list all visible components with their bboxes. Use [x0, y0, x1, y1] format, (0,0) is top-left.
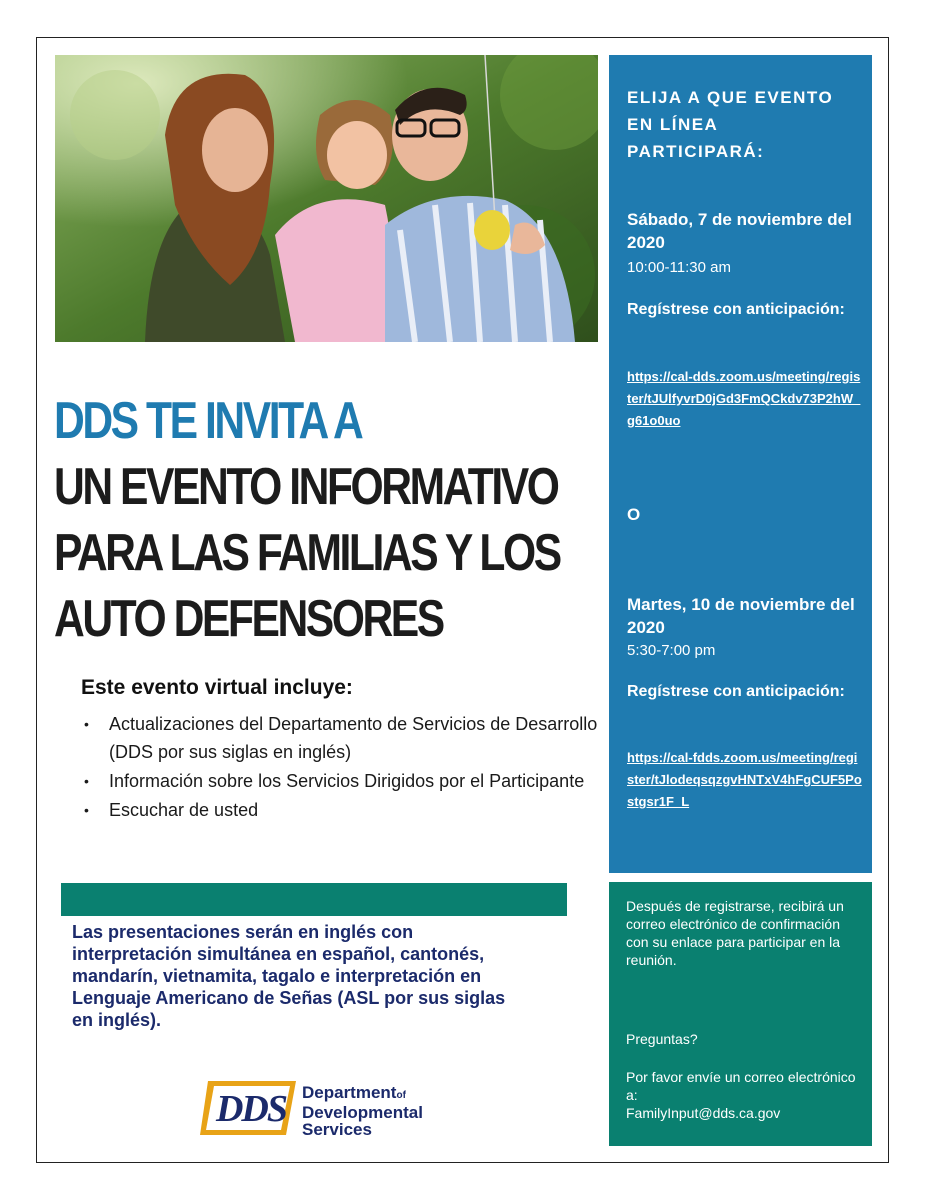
- event2-time: 5:30-7:00 pm: [627, 642, 716, 659]
- includes-title: Este evento virtual incluye:: [81, 676, 353, 699]
- headline-line-4: AUTO DEFENSORES: [54, 590, 443, 648]
- event1-date: Sábado, 7 de noviembre del 2020: [627, 210, 852, 252]
- event2-register-label: Regístrese con anticipación:: [627, 683, 845, 700]
- headline-line-3: PARA LAS FAMILIAS Y LOS: [54, 524, 560, 582]
- teal-divider-bar: [61, 883, 567, 916]
- info-panel: [609, 882, 872, 1146]
- logo-line-2: Developmental: [302, 1103, 423, 1122]
- questions-label: Preguntas?: [626, 1031, 698, 1047]
- logo-wordmark: [302, 1084, 423, 1138]
- events-panel: [609, 55, 872, 873]
- logo-line-1: Department: [302, 1083, 397, 1102]
- presentations-note: Las presentaciones serán en inglés con interpretación simultánea en español, cantonés, mandarín, vietnamita, tagalo e interpretación en Lenguaje Americano de Señas (ASL por sus siglas en inglés).: [72, 922, 506, 1030]
- headline-line-1: DDS TE INVITA A: [54, 392, 362, 450]
- includes-list: [82, 710, 602, 825]
- events-title: ELIJA A QUE EVENTO EN LÍNEA PARTICIPARÁ:: [627, 88, 834, 161]
- contact-email-link[interactable]: FamilyInput@dds.ca.gov: [626, 1105, 781, 1121]
- logo-line-3: Services: [302, 1120, 372, 1139]
- event2-date: Martes, 10 de noviembre del 2020: [627, 595, 855, 637]
- event1-register-link[interactable]: https://cal-dds.zoom.us/meeting/register/tJUlfyvrD0jGd3FmQCkdv73P2hW_g61o0uo: [627, 369, 861, 428]
- logo-mark-text: DDS: [215, 1088, 287, 1130]
- family-photo: [55, 55, 598, 342]
- event1-register-label: Regístrese con anticipación:: [627, 301, 845, 318]
- logo-line-1-small: of: [396, 1090, 406, 1101]
- event1-time: 10:00-11:30 am: [627, 259, 731, 276]
- email-prompt: Por favor envíe un correo electrónico a:: [626, 1069, 856, 1103]
- or-label: O: [627, 505, 641, 524]
- after-register-text: Después de registrarse, recibirá un correo electrónico de confirmación con su enlace para participar en la reunión.: [626, 898, 844, 968]
- headline-line-2: UN EVENTO INFORMATIVO: [54, 458, 558, 516]
- list-item: • Actualizaciones del Departamento de Servicios de Desarrollo (DDS por sus siglas en inglés): [82, 710, 602, 766]
- list-item: • Escuchar de usted: [82, 796, 602, 824]
- event2-register-link[interactable]: https://cal-fdds.zoom.us/meeting/register/tJlodeqsqzgvHNTxV4hFgCUF5Postgsr1F_L: [627, 750, 862, 809]
- list-item: • Información sobre los Servicios Dirigidos por el Participante: [82, 767, 602, 795]
- headline: [54, 388, 614, 652]
- dds-logo: [200, 1077, 430, 1141]
